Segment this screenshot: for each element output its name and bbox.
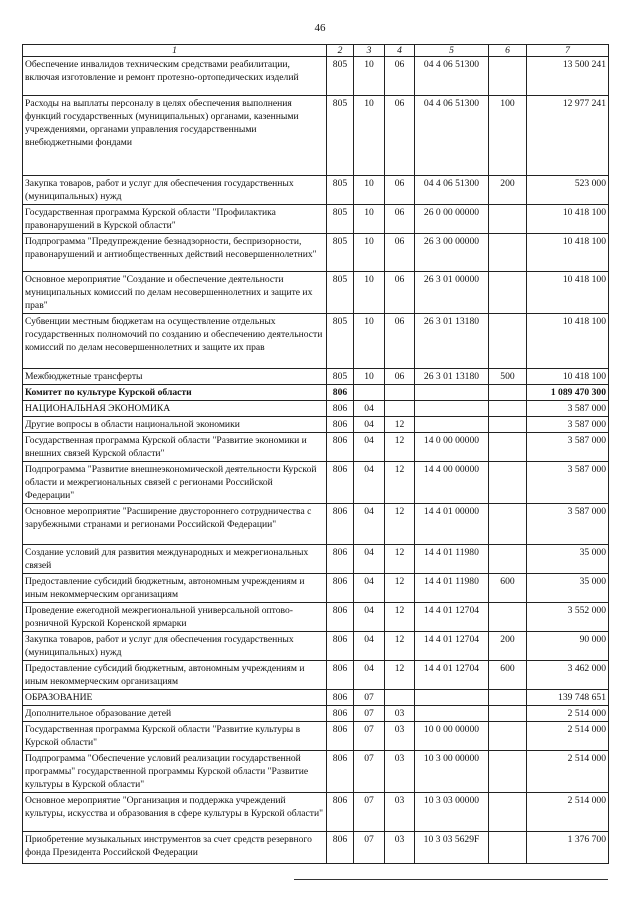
row-name: Предоставление субсидий бюджетным, автономным учреждениям и иным некоммерческим организациям [23, 574, 327, 603]
row-gr: 806 [327, 385, 354, 401]
row-pr: 06 [385, 57, 415, 96]
row-sum: 3 587 000 [527, 462, 609, 504]
row-rz: 07 [354, 832, 385, 864]
row-sum: 3 552 000 [527, 603, 609, 632]
row-pr: 12 [385, 545, 415, 574]
row-rz: 10 [354, 96, 385, 176]
row-sum: 10 418 100 [527, 314, 609, 369]
row-cs [415, 706, 489, 722]
table-row [23, 632, 609, 661]
row-name: Государственная программа Курской области "Развитие экономики и внешних связей Курской области" [23, 433, 327, 462]
row-vr [489, 272, 527, 314]
row-cs: 04 4 06 51300 [415, 96, 489, 176]
row-vr [489, 234, 527, 272]
row-name: Расходы на выплаты персоналу в целях обеспечения выполнения функций государственных (муниципальных) органами, казенными учреждениями, органами управления государственными внебюджетными фондами [23, 96, 327, 176]
row-name: Межбюджетные трансферты [23, 369, 327, 385]
row-sum: 35 000 [527, 574, 609, 603]
row-cs: 10 3 03 00000 [415, 793, 489, 832]
row-gr: 806 [327, 793, 354, 832]
row-pr: 12 [385, 603, 415, 632]
row-pr: 03 [385, 722, 415, 751]
row-vr [489, 722, 527, 751]
row-cs: 14 0 00 00000 [415, 433, 489, 462]
row-name: НАЦИОНАЛЬНАЯ ЭКОНОМИКА [23, 401, 327, 417]
row-pr: 12 [385, 504, 415, 545]
row-rz: 10 [354, 57, 385, 96]
table-row [23, 462, 609, 504]
table-row [23, 314, 609, 369]
row-sum: 1 376 700 [527, 832, 609, 864]
row-rz: 10 [354, 369, 385, 385]
row-gr: 805 [327, 96, 354, 176]
row-pr: 03 [385, 793, 415, 832]
row-sum: 3 587 000 [527, 401, 609, 417]
row-cs: 04 4 06 51300 [415, 176, 489, 205]
row-cs: 10 0 00 00000 [415, 722, 489, 751]
row-pr: 12 [385, 433, 415, 462]
table-row [23, 369, 609, 385]
row-gr: 805 [327, 314, 354, 369]
row-gr: 805 [327, 205, 354, 234]
row-name: Государственная программа Курской области "Профилактика правонарушений в Курской области" [23, 205, 327, 234]
row-name: Дополнительное образование детей [23, 706, 327, 722]
table-row [23, 574, 609, 603]
header-col-pr: 4 [385, 45, 415, 57]
row-name: Основное мероприятие "Организация и поддержка учреждений культуры, искусства и образования в сфере культуры в Курской области" [23, 793, 327, 832]
row-pr [385, 690, 415, 706]
row-vr [489, 433, 527, 462]
row-rz: 10 [354, 272, 385, 314]
row-gr: 805 [327, 57, 354, 96]
row-cs [415, 401, 489, 417]
header-col-rz: 3 [354, 45, 385, 57]
row-sum: 90 000 [527, 632, 609, 661]
table-row [23, 661, 609, 690]
row-sum: 3 462 000 [527, 661, 609, 690]
row-cs [415, 385, 489, 401]
row-vr [489, 690, 527, 706]
row-name: Закупка товаров, работ и услуг для обеспечения государственных (муниципальных) нужд [23, 632, 327, 661]
header-col-cs: 5 [415, 45, 489, 57]
row-vr: 100 [489, 96, 527, 176]
row-sum: 1 089 470 300 [527, 385, 609, 401]
table-row [23, 545, 609, 574]
row-cs: 10 3 03 5629F [415, 832, 489, 864]
row-pr: 06 [385, 96, 415, 176]
row-name: Государственная программа Курской области "Развитие культуры в Курской области" [23, 722, 327, 751]
row-cs [415, 417, 489, 433]
row-name: Закупка товаров, работ и услуг для обеспечения государственных (муниципальных) нужд [23, 176, 327, 205]
row-pr [385, 401, 415, 417]
table-header-row [23, 45, 609, 57]
row-vr [489, 603, 527, 632]
row-vr: 200 [489, 176, 527, 205]
row-cs: 26 3 00 00000 [415, 234, 489, 272]
row-vr [489, 793, 527, 832]
row-name: Субвенции местным бюджетам на осуществление отдельных государственных полномочий по созданию и обеспечению деятельности комиссий по делам несовершеннолетних и защите их прав [23, 314, 327, 369]
row-sum: 2 514 000 [527, 793, 609, 832]
row-pr: 03 [385, 706, 415, 722]
row-name: Подпрограмма "Предупреждение безнадзорности, беспризорности, правонарушений и антиобщественных действий несовершеннолетних" [23, 234, 327, 272]
row-sum: 2 514 000 [527, 751, 609, 793]
table-row [23, 272, 609, 314]
row-name: Основное мероприятие "Создание и обеспечение деятельности муниципальных комиссий по делам несовершеннолетних и защите их прав" [23, 272, 327, 314]
table-row [23, 433, 609, 462]
row-vr [489, 417, 527, 433]
row-vr [489, 205, 527, 234]
table-row [23, 603, 609, 632]
row-gr: 806 [327, 401, 354, 417]
row-rz: 10 [354, 314, 385, 369]
header-col-sum: 7 [527, 45, 609, 57]
row-name: Создание условий для развития международных и межрегиональных связей [23, 545, 327, 574]
row-name: Обеспечение инвалидов техническим средствами реабилитации, включая изготовление и ремонт протезно-ортопедических изделий [23, 57, 327, 96]
row-pr [385, 385, 415, 401]
row-pr: 06 [385, 272, 415, 314]
row-rz: 07 [354, 690, 385, 706]
row-gr: 806 [327, 545, 354, 574]
row-gr: 806 [327, 706, 354, 722]
row-pr: 12 [385, 417, 415, 433]
row-vr [489, 706, 527, 722]
row-rz: 07 [354, 722, 385, 751]
row-vr: 600 [489, 574, 527, 603]
row-name: Другие вопросы в области национальной экономики [23, 417, 327, 433]
row-rz: 07 [354, 751, 385, 793]
table-row [23, 793, 609, 832]
header-col-name: 1 [23, 45, 327, 57]
row-pr: 12 [385, 462, 415, 504]
table-row [23, 401, 609, 417]
row-rz: 04 [354, 661, 385, 690]
footer-rule [294, 879, 608, 880]
row-vr [489, 57, 527, 96]
table-row [23, 832, 609, 864]
row-gr: 806 [327, 722, 354, 751]
page-number: 46 [314, 22, 326, 34]
row-rz: 04 [354, 632, 385, 661]
row-pr: 03 [385, 832, 415, 864]
row-gr: 805 [327, 234, 354, 272]
row-rz: 04 [354, 433, 385, 462]
row-cs: 04 4 06 51300 [415, 57, 489, 96]
row-rz [354, 385, 385, 401]
row-cs: 14 4 01 00000 [415, 504, 489, 545]
row-rz: 04 [354, 574, 385, 603]
row-sum: 12 977 241 [527, 96, 609, 176]
row-gr: 805 [327, 176, 354, 205]
row-vr [489, 401, 527, 417]
row-pr: 12 [385, 574, 415, 603]
row-cs: 26 3 01 13180 [415, 314, 489, 369]
row-vr [489, 751, 527, 793]
row-rz: 04 [354, 462, 385, 504]
row-sum: 3 587 000 [527, 433, 609, 462]
row-name: ОБРАЗОВАНИЕ [23, 690, 327, 706]
row-pr: 06 [385, 234, 415, 272]
row-pr: 03 [385, 751, 415, 793]
row-cs [415, 690, 489, 706]
row-name: Комитет по культуре Курской области [23, 385, 327, 401]
row-rz: 04 [354, 401, 385, 417]
table-row [23, 176, 609, 205]
row-vr [489, 385, 527, 401]
table-row [23, 706, 609, 722]
row-cs: 14 4 01 11980 [415, 545, 489, 574]
table-row [23, 57, 609, 96]
row-sum: 2 514 000 [527, 722, 609, 751]
table-row [23, 417, 609, 433]
row-name: Приобретение музыкальных инструментов за счет средств резервного фонда Президента Российской Федерации [23, 832, 327, 864]
row-rz: 04 [354, 603, 385, 632]
row-rz: 07 [354, 706, 385, 722]
row-vr [489, 314, 527, 369]
row-pr: 06 [385, 176, 415, 205]
row-sum: 523 000 [527, 176, 609, 205]
row-pr: 06 [385, 369, 415, 385]
table-row [23, 234, 609, 272]
row-gr: 805 [327, 272, 354, 314]
row-cs: 26 0 00 00000 [415, 205, 489, 234]
row-rz: 04 [354, 417, 385, 433]
row-sum: 10 418 100 [527, 234, 609, 272]
row-cs: 14 4 00 00000 [415, 462, 489, 504]
row-gr: 806 [327, 632, 354, 661]
row-sum: 3 587 000 [527, 417, 609, 433]
row-rz: 10 [354, 205, 385, 234]
row-sum: 10 418 100 [527, 205, 609, 234]
budget-table [22, 44, 609, 864]
row-rz: 10 [354, 176, 385, 205]
row-rz: 07 [354, 793, 385, 832]
row-cs: 26 3 01 13180 [415, 369, 489, 385]
row-name: Основное мероприятие "Расширение двустороннего сотрудничества с зарубежными странами и регионами Российской Федерации" [23, 504, 327, 545]
row-vr: 200 [489, 632, 527, 661]
row-vr [489, 504, 527, 545]
row-vr [489, 832, 527, 864]
row-gr: 806 [327, 462, 354, 504]
row-gr: 806 [327, 603, 354, 632]
row-sum: 13 500 241 [527, 57, 609, 96]
row-name: Подпрограмма "Развитие внешнеэкономической деятельности Курской области и межрегиональных связей с регионами Российской Федерации" [23, 462, 327, 504]
row-name: Предоставление субсидий бюджетным, автономным учреждениям и иным некоммерческим организациям [23, 661, 327, 690]
table-row [23, 96, 609, 176]
row-gr: 806 [327, 832, 354, 864]
row-gr: 806 [327, 574, 354, 603]
row-rz: 10 [354, 234, 385, 272]
table-row [23, 504, 609, 545]
row-pr: 06 [385, 205, 415, 234]
row-cs: 14 4 01 11980 [415, 574, 489, 603]
row-cs: 14 4 01 12704 [415, 661, 489, 690]
row-gr: 806 [327, 751, 354, 793]
row-name: Подпрограмма "Обеспечение условий реализации государственной программы" государственной программы Курской области "Развитие культуры в Курской области" [23, 751, 327, 793]
row-cs: 14 4 01 12704 [415, 632, 489, 661]
table-row [23, 751, 609, 793]
row-sum: 139 748 651 [527, 690, 609, 706]
header-col-vr: 6 [489, 45, 527, 57]
table-row [23, 385, 609, 401]
row-gr: 806 [327, 661, 354, 690]
row-vr [489, 462, 527, 504]
row-cs: 10 3 00 00000 [415, 751, 489, 793]
row-sum: 2 514 000 [527, 706, 609, 722]
row-pr: 12 [385, 661, 415, 690]
row-cs: 26 3 01 00000 [415, 272, 489, 314]
row-gr: 806 [327, 504, 354, 545]
row-sum: 10 418 100 [527, 369, 609, 385]
row-sum: 10 418 100 [527, 272, 609, 314]
row-gr: 805 [327, 369, 354, 385]
row-sum: 35 000 [527, 545, 609, 574]
table-row [23, 722, 609, 751]
row-pr: 06 [385, 314, 415, 369]
table-row [23, 205, 609, 234]
row-name: Проведение ежегодной межрегиональной универсальной оптово-розничной Курской Коренской ярмарки [23, 603, 327, 632]
row-sum: 3 587 000 [527, 504, 609, 545]
row-gr: 806 [327, 433, 354, 462]
row-gr: 806 [327, 690, 354, 706]
row-rz: 04 [354, 504, 385, 545]
row-vr: 600 [489, 661, 527, 690]
row-cs: 14 4 01 12704 [415, 603, 489, 632]
row-vr [489, 545, 527, 574]
row-gr: 806 [327, 417, 354, 433]
header-col-gr: 2 [327, 45, 354, 57]
table-row [23, 690, 609, 706]
row-pr: 12 [385, 632, 415, 661]
row-rz: 04 [354, 545, 385, 574]
row-vr: 500 [489, 369, 527, 385]
